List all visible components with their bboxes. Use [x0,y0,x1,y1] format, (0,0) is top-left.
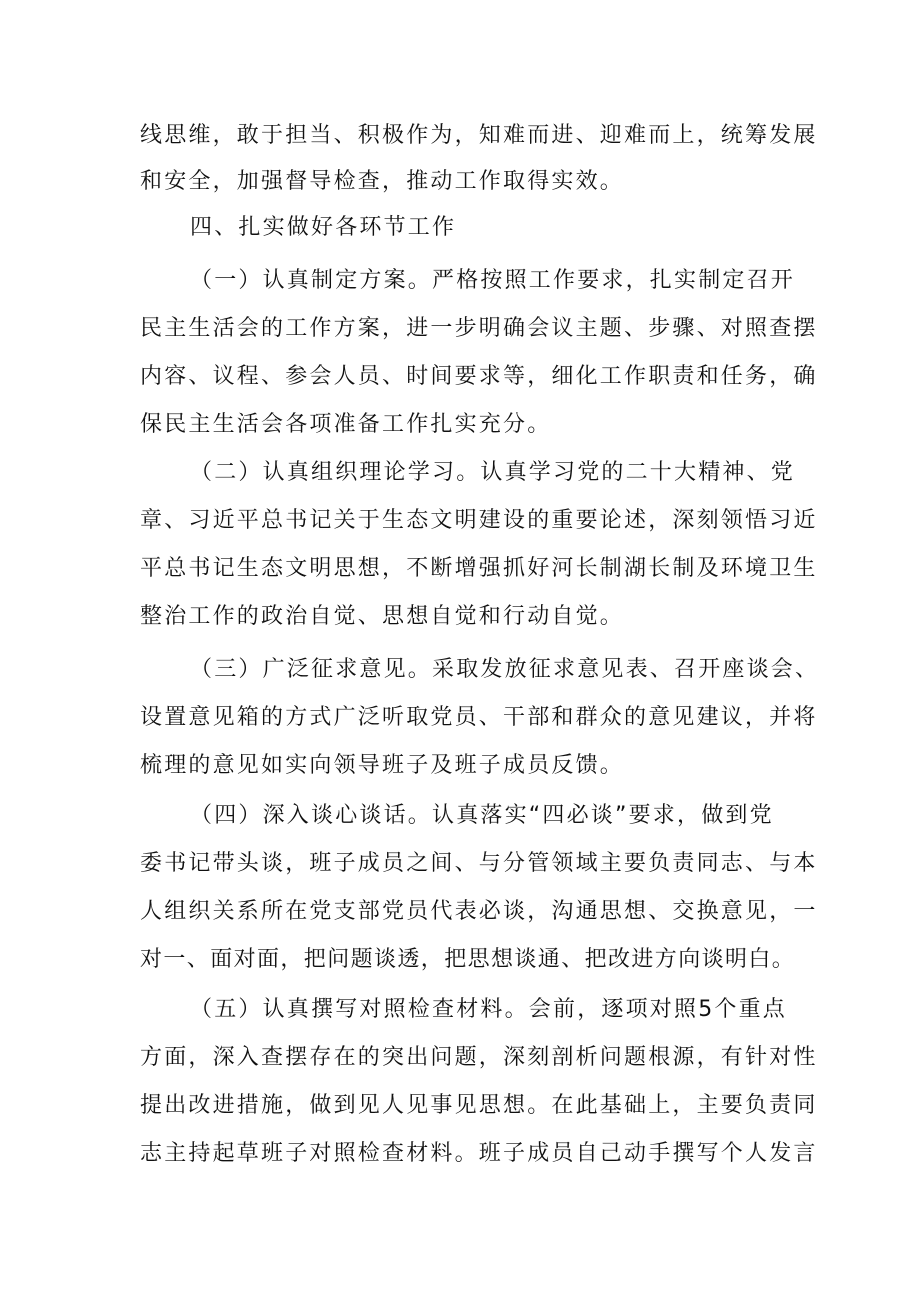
section-heading: 四、扎实做好各环节工作 [190,215,457,240]
text-line: 保民主生活会各项准备工作扎实充分。 [140,412,552,437]
text-line: 方面，深入查摆存在的突出问题，深刻剖析问题根源，有针对性 [140,1045,818,1070]
text-line: 志主持起草班子对照检查材料。班子成员自己动手撰写个人发言 [140,1141,818,1166]
text-line: 对一、面对面，把问题谈透，把思想谈通、把改进方向谈明白。 [140,947,796,972]
text-line: 整治工作的政治自觉、思想自觉和行动自觉。 [140,604,625,629]
text-line: 内容、议程、参会人员、时间要求等，细化工作职责和任务，确 [140,364,818,389]
paragraph-heading-line: （二）认真组织理论学习。认真学习党的二十大精神、党 [190,460,796,485]
text-line: 梳理的意见如实向领导班子及班子成员反馈。 [140,753,625,778]
paragraph-heading-line: （四）深入谈心谈话。认真落实“四必谈”要求，做到党 [190,803,774,828]
text-line: 人组织关系所在党支部党员代表必谈，沟通思想、交换意见，一 [140,899,818,924]
text-line: 章、习近平总书记关于生态文明建设的重要论述，深刻领悟习近 [140,508,818,533]
paragraph-heading-line: （三）广泛征求意见。采取发放征求意见表、召开座谈会、 [190,657,820,682]
paragraph-heading-line: （一）认真制定方案。严格按照工作要求，扎实制定召开 [190,268,796,293]
text-line: 平总书记生态文明思想，不断增强抓好河长制湖长制及环境卫生 [140,556,818,581]
text-line: 委书记带头谈，班子成员之间、与分管领域主要负责同志、与本 [140,851,818,876]
paragraph-heading-line: （五）认真撰写对照检查材料。会前，逐项对照5个重点 [190,997,787,1022]
text-line: 线思维，敢于担当、积极作为，知难而进、迎难而上，统筹发展 [140,123,818,148]
text-line: 和安全，加强督导检查，推动工作取得实效。 [140,169,625,194]
text-line: 提出改进措施，做到见人见事见思想。在此基础上，主要负责同 [140,1093,818,1118]
text-line: 民主生活会的工作方案，进一步明确会议主题、步骤、对照查摆 [140,316,818,341]
text-line: 设置意见箱的方式广泛听取党员、干部和群众的意见建议，并将 [140,705,818,730]
